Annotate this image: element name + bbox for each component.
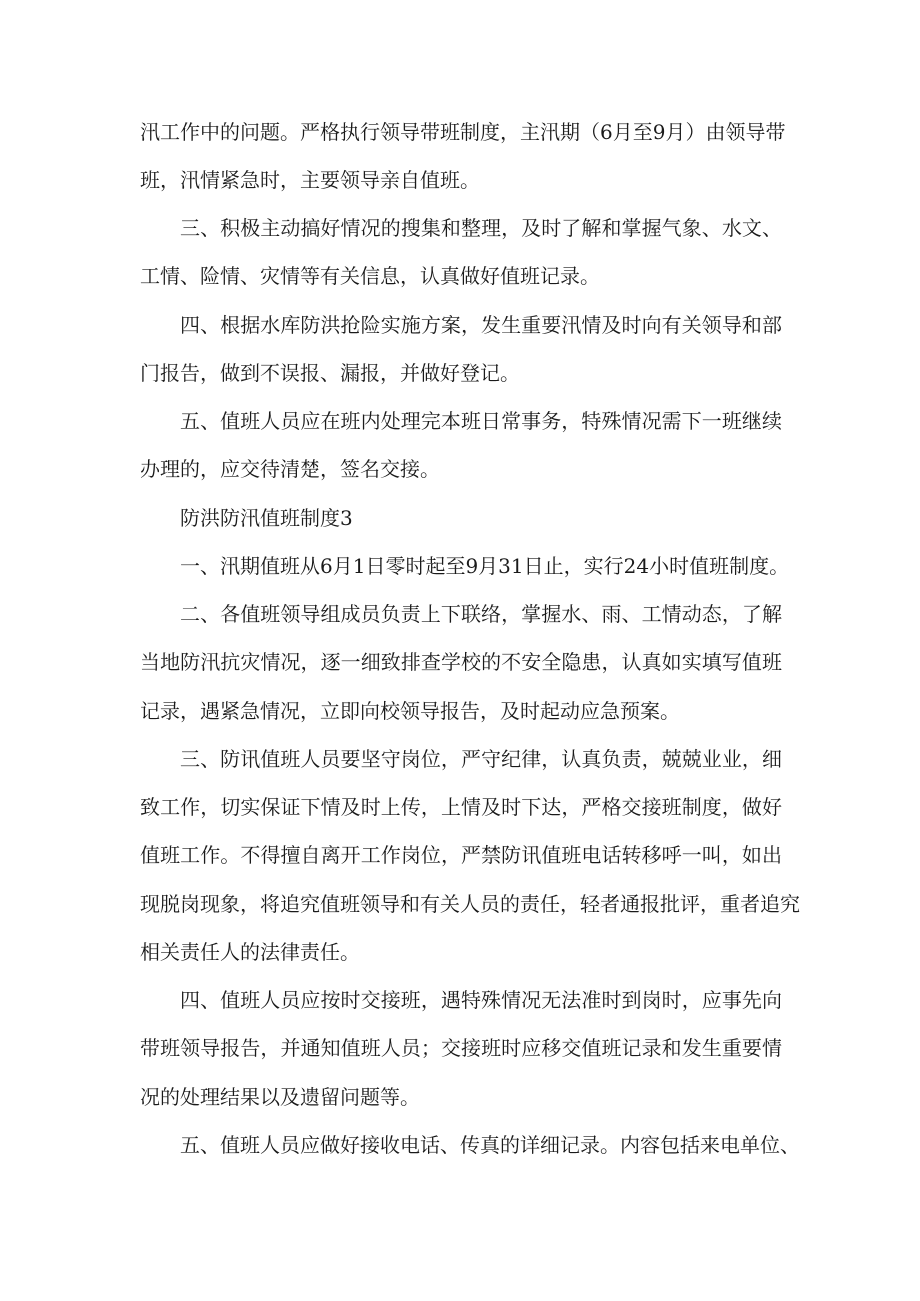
text-line-7: 五、值班人员应在班内处理完本班日常事务，特殊情况需下一班继续 (180, 409, 782, 433)
text-line-15: 致工作，切实保证下情及时上传，上情及时下达，严格交接班制度，做好 (140, 795, 782, 819)
text-line-8: 办理的，应交待清楚，签名交接。 (140, 457, 440, 481)
text-line-2: 班，汛情紧急时，主要领导亲自值班。 (140, 168, 480, 192)
text-line-20: 带班领导报告，并通知值班人员；交接班时应移交值班记录和发生重要情 (140, 1036, 782, 1060)
text-line-22: 五、值班人员应做好接收电话、传真的详细记录。内容包括来电单位、 (180, 1133, 800, 1157)
text-line-13: 记录，遇紧急情况，立即向校领导报告，及时起动应急预案。 (140, 699, 680, 723)
text-line-18: 相关责任人的法律责任。 (140, 940, 360, 964)
text-line-21: 况的处理结果以及遗留问题等。 (140, 1085, 420, 1109)
text-line-14: 三、防讯值班人员要坚守岗位，严守纪律，认真负责，兢兢业业，细 (180, 747, 782, 771)
text-line-10: 一、汛期值班从6月1日零时起至9月31日止，实行24小时值班制度。 (180, 554, 790, 578)
text-line-12: 当地防汛抗灾情况，逐一细致排查学校的不安全隐患，认真如实填写值班 (140, 650, 782, 674)
text-line-19: 四、值班人员应按时交接班，遇特殊情况无法准时到岗时，应事先向 (180, 988, 782, 1012)
text-line-4: 工情、险情、灾情等有关信息，认真做好值班记录。 (140, 264, 600, 288)
text-line-17: 现脱岗现象，将追究值班领导和有关人员的责任，轻者通报批评，重者追究 (140, 892, 800, 916)
text-line-3: 三、积极主动搞好情况的搜集和整理，及时了解和掌握气象、水文、 (180, 216, 782, 240)
text-line-16: 值班工作。不得擅自离开工作岗位，严禁防讯值班电话转移呼一叫，如出 (140, 843, 782, 867)
text-line-11: 二、各值班领导组成员负责上下联络，掌握水、雨、工情动态，了解 (180, 602, 782, 626)
section-heading: 防洪防汛值班制度3 (180, 506, 353, 530)
text-line-5: 四、根据水库防洪抢险实施方案，发生重要汛情及时向有关领导和部 (180, 313, 782, 337)
text-line-1: 汛工作中的问题。严格执行领导带班制度，主汛期（6月至9月）由领导带 (140, 120, 786, 144)
text-line-6: 门报告，做到不误报、漏报，并做好登记。 (140, 361, 520, 385)
